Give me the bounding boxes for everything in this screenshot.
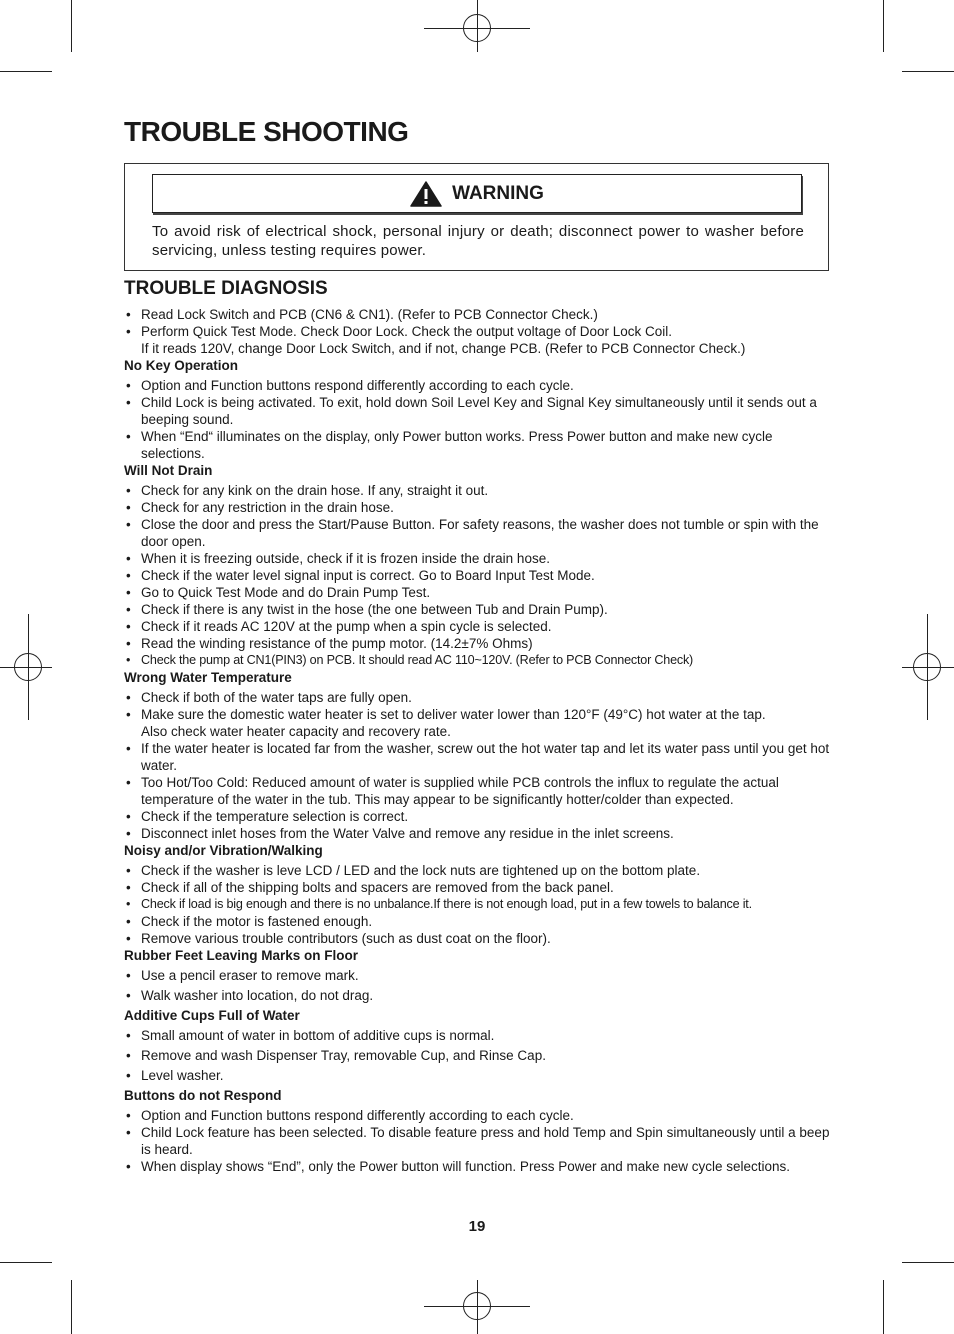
list-item: • When it is freezing outside, check if it is frozen inside the drain hose.	[124, 550, 834, 567]
list-item: • Check for any restriction in the drain hose.	[124, 499, 834, 516]
registration-mark-line	[477, 1280, 478, 1334]
list-item	[124, 706, 834, 740]
list-item: • Check if load is big enough and there is no unbalance.If there is not enough load, put in a few towels to balance it.	[124, 896, 834, 913]
list-item: • Child Lock is being activated. To exit, hold down Soil Level Key and Signal Key simultaneously until it sends out a beeping sound.	[124, 394, 834, 428]
list-item: • Check for any kink on the drain hose. If any, straight it out.	[124, 482, 834, 499]
registration-mark-line	[477, 0, 478, 52]
list-item: • Read the winding resistance of the pump motor. (14.2±7% Ohms)	[124, 635, 834, 652]
crop-mark	[902, 1262, 954, 1263]
subsection-title: Buttons do not Respond	[124, 1088, 282, 1103]
registration-mark-line	[424, 1306, 530, 1307]
list-item: • Check if there is any twist in the hose (the one between Tub and Drain Pump).	[124, 601, 834, 618]
list-item: • Disconnect inlet hoses from the Water Valve and remove any residue in the inlet screens.	[124, 825, 834, 842]
list-item: • Option and Function buttons respond differently according to each cycle.	[124, 1107, 834, 1124]
list-item: • Check if the temperature selection is correct.	[124, 808, 834, 825]
list-item-text: Also check water heater capacity and recovery rate.	[141, 724, 451, 739]
list-item: • Check the pump at CN1(PIN3) on PCB. It should read AC 110~120V. (Refer to PCB Connector Check)	[124, 652, 834, 669]
list-item: • Close the door and press the Start/Pause Button. For safety reasons, the washer does not tumble or spin with the door open.	[124, 516, 834, 550]
subsection-title: Will Not Drain	[124, 463, 213, 478]
list-item: • Check if the motor is fastened enough.	[124, 913, 834, 930]
list-item: • Use a pencil eraser to remove mark.	[124, 967, 834, 984]
bullet-list	[124, 1027, 834, 1084]
crop-mark	[883, 0, 884, 52]
registration-mark-line	[902, 667, 954, 668]
bullet-list	[124, 967, 834, 1004]
subsection-title: No Key Operation	[124, 358, 239, 373]
list-item-text: Make sure the domestic water heater is set to deliver water lower than 120°F (49°C) hot water at the tap.	[141, 707, 766, 722]
crop-mark	[902, 71, 954, 72]
crop-mark	[883, 1280, 884, 1334]
list-item: • Child Lock feature has been selected. To disable feature press and hold Temp and Spin simultaneously until a beep is heard.	[124, 1124, 834, 1158]
bullet-list	[124, 689, 834, 842]
subsection-title: Wrong Water Temperature	[124, 670, 292, 685]
list-item: • Read Lock Switch and PCB (CN6 & CN1). (Refer to PCB Connector Check.)	[124, 306, 834, 323]
list-item	[124, 323, 834, 357]
list-item: • Go to Quick Test Mode and do Drain Pump Test.	[124, 584, 834, 601]
list-item: • Check if the washer is leve LCD / LED and the lock nuts are tightened up on the bottom plate.	[124, 862, 834, 879]
list-item: • When display shows “End”, only the Power button will function. Press Power and make new cycle selections.	[124, 1158, 834, 1175]
subsection-title: Additive Cups Full of Water	[124, 1008, 300, 1023]
bullet-list	[124, 862, 834, 947]
crop-mark	[0, 71, 52, 72]
warning-box	[124, 163, 829, 271]
bullet-list	[124, 1107, 834, 1175]
list-item: • Check if it reads AC 120V at the pump when a spin cycle is selected.	[124, 618, 834, 635]
list-item: • When “End“ illuminates on the display, only Power button works. Press Power button and make new cycle selections.	[124, 428, 834, 462]
bullet-list	[124, 482, 834, 669]
warning-text: To avoid risk of electrical shock, personal injury or death; disconnect power to washer before servicing, unless testing requires power.	[152, 223, 804, 259]
diagnosis-content	[124, 306, 834, 1175]
list-item: • Small amount of water in bottom of additive cups is normal.	[124, 1027, 834, 1044]
list-item: • Remove and wash Dispenser Tray, removable Cup, and Rinse Cap.	[124, 1047, 834, 1064]
registration-mark-line	[0, 667, 52, 668]
list-item: • Check if the water level signal input is correct. Go to Board Input Test Mode.	[124, 567, 834, 584]
page-number: 19	[468, 1218, 486, 1235]
list-item: • Check if all of the shipping bolts and spacers are removed from the back panel.	[124, 879, 834, 896]
intro-list	[124, 306, 834, 357]
bullet-list	[124, 377, 834, 462]
warning-title: WARNING	[452, 182, 544, 204]
crop-mark	[71, 0, 72, 52]
list-item: • If the water heater is located far from the washer, screw out the hot water tap and let its water pass until you get hot water.	[124, 740, 834, 774]
warning-triangle-icon	[410, 181, 442, 207]
registration-mark-line	[424, 28, 530, 29]
list-item: • Walk washer into location, do not drag.	[124, 987, 834, 1004]
list-item: • Check if both of the water taps are fully open.	[124, 689, 834, 706]
crop-mark	[71, 1280, 72, 1334]
subsection-title: Noisy and/or Vibration/Walking	[124, 843, 323, 858]
warning-header	[152, 174, 802, 213]
list-item: • Level washer.	[124, 1067, 834, 1084]
list-item: • Remove various trouble contributors (such as dust coat on the floor).	[124, 930, 834, 947]
crop-mark	[0, 1262, 52, 1263]
page-title: TROUBLE SHOOTING	[124, 116, 409, 147]
list-item-text: If it reads 120V, change Door Lock Switch, and if not, change PCB. (Refer to PCB Connector Check.)	[141, 341, 746, 356]
subsection-title: Rubber Feet Leaving Marks on Floor	[124, 948, 359, 963]
diagnosis-title: TROUBLE DIAGNOSIS	[124, 278, 328, 299]
list-item: • Too Hot/Too Cold: Reduced amount of water is supplied while PCB controls the influx to regulate the actual temperature of the water in the tub. This may appear to be significantly hotter/colder than expected.	[124, 774, 834, 808]
list-item: • Option and Function buttons respond differently according to each cycle.	[124, 377, 834, 394]
list-item-text: Perform Quick Test Mode. Check Door Lock. Check the output voltage of Door Lock Coil.	[141, 324, 672, 339]
